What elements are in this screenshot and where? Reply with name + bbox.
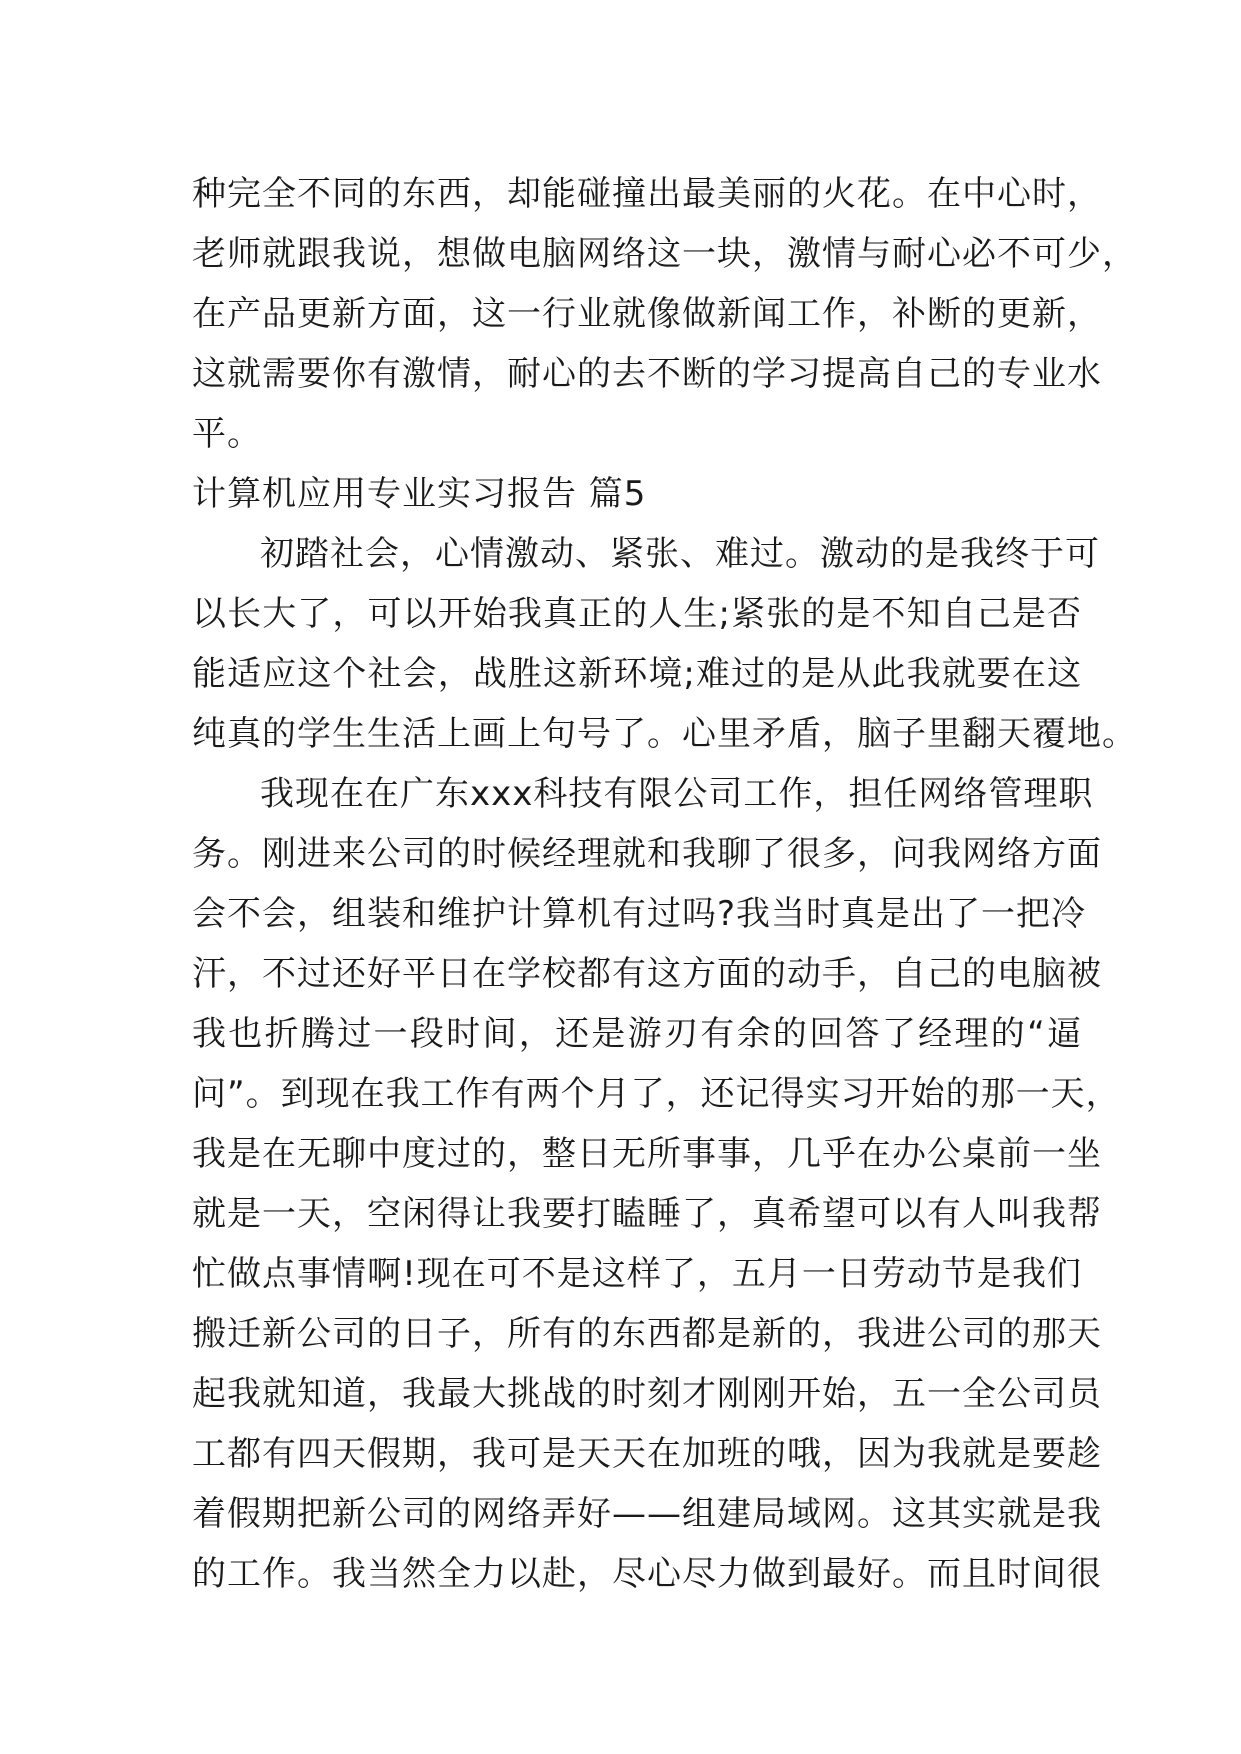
text-line: 的工作。我当然全力以赴，尽心尽力做到最好。而且时间很 (192, 1554, 1102, 1594)
text-line: 起我就知道，我最大挑战的时刻才刚刚开始，五一全公司员 (192, 1374, 1102, 1414)
continuation-paragraph (192, 164, 1137, 464)
document-body (192, 164, 1137, 1604)
text-line: 就是一天，空闲得让我要打瞌睡了，真希望可以有人叫我帮 (192, 1194, 1102, 1234)
text-line: 工都有四天假期，我可是天天在加班的哦，因为我就是要趁 (192, 1434, 1102, 1474)
text-line: 我现在在广东xxx科技有限公司工作，担任网络管理职 (260, 774, 1094, 814)
text-line: 在产品更新方面，这一行业就像做新闻工作，补断的更新， (192, 294, 1102, 334)
text-line: 汗，不过还好平日在学校都有这方面的动手，自己的电脑被 (192, 954, 1102, 994)
paragraph (192, 524, 1137, 764)
text-line: 搬迁新公司的日子，所有的东西都是新的，我进公司的那天 (192, 1314, 1102, 1354)
paragraph (192, 764, 1121, 1604)
text-line: 这就需要你有激情，耐心的去不断的学习提高自己的专业水 (192, 354, 1102, 394)
text-line: 我是在无聊中度过的，整日无所事事，几乎在办公桌前一坐 (192, 1134, 1102, 1174)
text-line: 我也折腾过一段时间，还是游刃有余的回答了经理的“逼 (192, 1014, 1082, 1054)
text-line: 务。刚进来公司的时候经理就和我聊了很多，问我网络方面 (192, 834, 1102, 874)
text-line: 老师就跟我说，想做电脑网络这一块，激情与耐心必不可少， (192, 234, 1137, 274)
text-line: 会不会，组装和维护计算机有过吗?我当时真是出了一把冷 (192, 894, 1087, 934)
text-line: 着假期把新公司的网络弄好——组建局域网。这其实就是我 (192, 1494, 1102, 1534)
text-line: 初踏社会，心情激动、紧张、难过。激动的是我终于可 (260, 534, 1100, 574)
text-line: 问”。到现在我工作有两个月了，还记得实习开始的那一天， (192, 1074, 1121, 1114)
text-line: 忙做点事情啊!现在可不是这样了，五月一日劳动节是我们 (192, 1254, 1082, 1294)
text-line: 纯真的学生生活上画上句号了。心里矛盾，脑子里翻天覆地。 (192, 714, 1137, 754)
text-line: 平。 (192, 414, 262, 454)
text-line: 以长大了，可以开始我真正的人生;紧张的是不知自己是否 (192, 594, 1082, 634)
text-line: 种完全不同的东西，却能碰撞出最美丽的火花。在中心时， (192, 174, 1102, 214)
section-heading: 计算机应用专业实习报告 篇5 (192, 474, 647, 514)
text-line: 能适应这个社会，战胜这新环境;难过的是从此我就要在这 (192, 654, 1082, 694)
